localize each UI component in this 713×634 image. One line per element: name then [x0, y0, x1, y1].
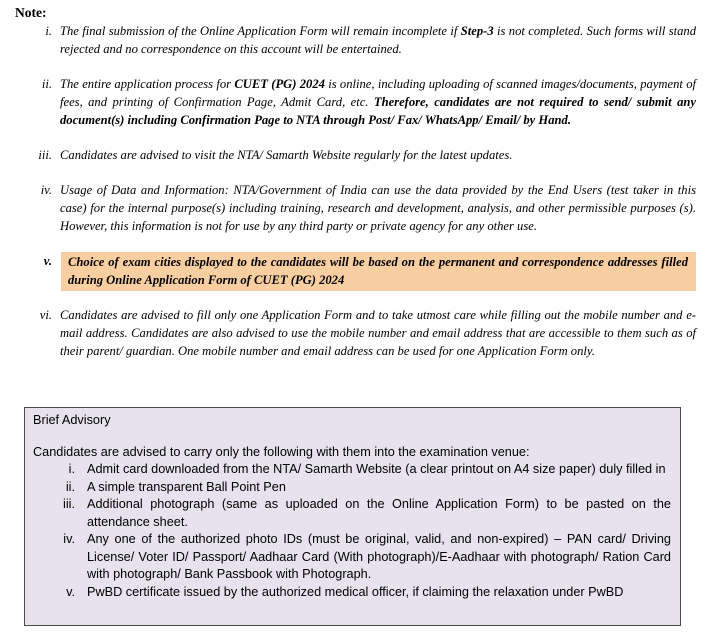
note-item-number: v.: [43, 254, 52, 268]
brief-advisory-box: [24, 407, 681, 626]
note-item-number: iii.: [38, 148, 52, 162]
note-item-3: [22, 146, 696, 164]
advisory-item: [33, 461, 671, 479]
advisory-title: Brief Advisory: [33, 413, 111, 427]
advisory-item-text: Any one of the authorized photo IDs (must be original, valid, and non-expired) – PAN card/ Driving License/ Voter ID/ Passport/ Aadhaar Card (With photograph)/E-Aadhaar with photograph/ Ration Card with photograph/ Bank Passbook with Photograph.: [87, 532, 671, 581]
advisory-item-number: ii.: [65, 479, 75, 494]
note-item-number: ii.: [41, 77, 52, 91]
note-item-text: The final submission of the Online Application Form will remain incomplete if Step-3 is not completed. Such forms will stand rejected and no correspondence on this account will be entertained.: [60, 24, 696, 56]
note-item-number: iv.: [40, 183, 52, 197]
advisory-intro: Candidates are advised to carry only the following with them into the examination venue:: [33, 445, 530, 459]
advisory-item-number: v.: [66, 584, 75, 599]
note-item-text: Candidates are advised to fill only one Application Form and to take utmost care while filling out the mobile number and e-mail address. Candidates are also advised to use the mobile number and email address that are accessible to them such as of their parent/ guardian. One mobile number and email address can be used for one Application Form only.: [60, 308, 696, 358]
note-item-1: [22, 22, 696, 58]
note-item-2: [22, 75, 696, 129]
note-item-number: i.: [45, 24, 52, 38]
advisory-item-number: i.: [68, 462, 75, 476]
advisory-item-text: A simple transparent Ball Point Pen: [87, 479, 286, 494]
advisory-item-text: Additional photograph (same as uploaded on the Online Application Form) to be pasted on the attendance sheet.: [87, 497, 671, 529]
advisory-item-text: Admit card downloaded from the NTA/ Samarth Website (a clear printout on A4 size paper) duly filled in: [87, 462, 666, 476]
advisory-item: [33, 479, 671, 497]
note-item-6: [22, 306, 696, 360]
note-item-text: Candidates are advised to visit the NTA/ Samarth Website regularly for the latest updates.: [60, 148, 513, 162]
note-item-4: [22, 181, 696, 235]
advisory-item-number: iii.: [63, 497, 75, 511]
note-item-text: Usage of Data and Information: NTA/Government of India can use the data provided by the End Users (test taker in this case) for the internal purpose(s) including training, research and development, analysis, and other permissible purposes (s). However, this information is not for use by any third party or private agency for any other use.: [60, 183, 696, 233]
highlighted-note-text: Choice of exam cities displayed to the candidates will be based on the permanent and correspondence addresses filled during Online Application Form of CUET (PG) 2024: [61, 252, 696, 291]
advisory-item-text: PwBD certificate issued by the authorized medical officer, if claiming the relaxation under PwBD: [87, 584, 624, 599]
advisory-item: [33, 496, 671, 531]
advisory-list: [33, 461, 671, 601]
note-item-number: vi.: [39, 308, 52, 322]
note-heading: Note:: [15, 5, 47, 20]
note-item-5: [22, 252, 696, 291]
advisory-item: [33, 531, 671, 584]
note-item-text: The entire application process for CUET (PG) 2024 is online, including uploading of scanned images/documents, payment of fees, and printing of Confirmation Page, Admit Card, etc. Therefore, candidates are not required to send/ submit any document(s) including Confirmation Page to NTA through Post/ Fax/ WhatsApp/ Email/ by Hand.: [60, 77, 696, 127]
advisory-item-number: iv.: [63, 532, 75, 546]
advisory-item: [33, 584, 671, 602]
